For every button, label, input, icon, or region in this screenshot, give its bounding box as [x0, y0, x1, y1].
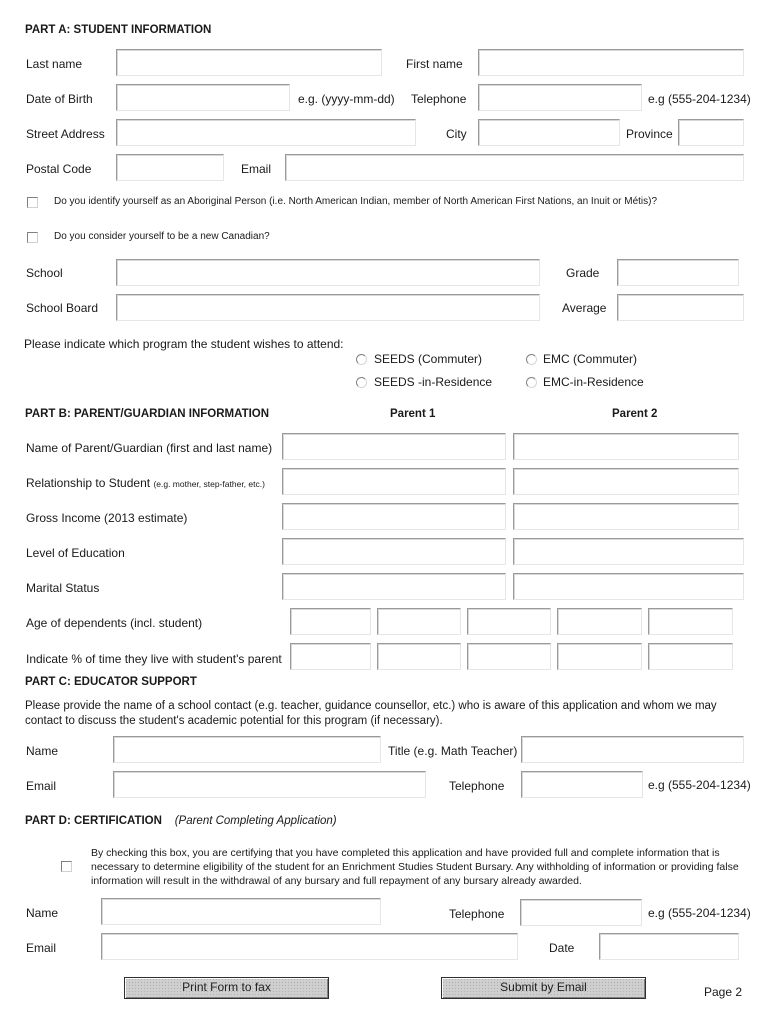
parent-1-header: Parent 1: [390, 408, 436, 420]
first-name-input[interactable]: [478, 49, 744, 76]
school-label: School: [26, 266, 63, 280]
province-label: Province: [626, 127, 673, 141]
part-d-heading: [25, 815, 337, 827]
parent2-education-input[interactable]: [513, 538, 744, 565]
dependent-age-input-3[interactable]: [467, 608, 551, 635]
telephone-hint: e.g (555-204-1234): [648, 92, 751, 106]
school-input[interactable]: [116, 259, 540, 286]
email-label: Email: [241, 162, 272, 176]
dependent-age-input-1[interactable]: [290, 608, 371, 635]
seeds-residence-radio[interactable]: [356, 377, 367, 388]
parent-2-header: Parent 2: [612, 408, 658, 420]
part-d-title: PART D: CERTIFICATION: [25, 815, 162, 827]
educator-name-input[interactable]: [113, 736, 381, 763]
marital-status-label: Marital Status: [26, 581, 100, 595]
dependent-age-input-4[interactable]: [557, 608, 642, 635]
time-percent-input-3[interactable]: [467, 643, 551, 670]
time-percent-input-5[interactable]: [648, 643, 733, 670]
educator-name-label: Name: [26, 744, 59, 758]
educator-email-input[interactable]: [113, 771, 426, 798]
emc-commuter-radio[interactable]: [526, 354, 537, 365]
dob-input[interactable]: [116, 84, 290, 111]
time-percent-input-4[interactable]: [557, 643, 642, 670]
education-label: Level of Education: [26, 546, 125, 560]
parent1-marital-input[interactable]: [282, 573, 506, 600]
educator-instructions: Please provide the name of a school contact (e.g. teacher, guidance counsellor, etc.) who is aware of this application and whom we may contact to discuss the student's academic potential for this program (if necessary).: [25, 700, 717, 727]
time-percent-label: Indicate % of time they live with student's parent: [26, 652, 282, 666]
parent2-relationship-input[interactable]: [513, 468, 739, 495]
new-canadian-checkbox[interactable]: [27, 232, 38, 243]
grade-label: Grade: [566, 266, 600, 280]
seeds-commuter-radio[interactable]: [356, 354, 367, 365]
parent-name-label: Name of Parent/Guardian (first and last name): [26, 441, 273, 455]
educator-telephone-input[interactable]: [521, 771, 643, 798]
certifying-telephone-hint: e.g (555-204-1234): [648, 906, 751, 920]
certification-text: By checking this box, you are certifying that you have completed this application and have provided full and complete information that is necessary to determine eligibility of the student for an Enrichment Studies Student Bursary. Any withholding of information or providing false information will result in the withdrawal of any bursary and full repayment of any bursary already awarded.: [91, 847, 739, 887]
educator-title-label: Title (e.g. Math Teacher): [388, 744, 518, 758]
email-input[interactable]: [285, 154, 744, 181]
time-percent-input-2[interactable]: [377, 643, 461, 670]
parent1-education-input[interactable]: [282, 538, 506, 565]
parent1-name-input[interactable]: [282, 433, 506, 460]
time-percent-input-1[interactable]: [290, 643, 371, 670]
emc-residence-label: EMC-in-Residence: [543, 375, 644, 389]
certifying-email-input[interactable]: [101, 933, 518, 960]
educator-telephone-label: Telephone: [449, 779, 505, 793]
last-name-input[interactable]: [116, 49, 382, 76]
date-label: Date: [549, 941, 575, 955]
last-name-label: Last name: [26, 57, 83, 71]
city-label: City: [446, 127, 467, 141]
dependent-age-input-2[interactable]: [377, 608, 461, 635]
seeds-commuter-label: SEEDS (Commuter): [374, 352, 483, 366]
new-canadian-question: Do you consider yourself to be a new Canadian?: [54, 231, 270, 242]
part-c-heading: PART C: EDUCATOR SUPPORT: [25, 676, 197, 688]
dependent-age-input-5[interactable]: [648, 608, 733, 635]
school-board-label: School Board: [26, 301, 99, 315]
postal-code-input[interactable]: [116, 154, 224, 181]
submit-email-button[interactable]: Submit by Email: [441, 977, 646, 999]
street-address-label: Street Address: [26, 127, 105, 141]
part-b-heading: PART B: PARENT/GUARDIAN INFORMATION: [25, 408, 270, 420]
program-prompt: Please indicate which program the student wishes to attend:: [24, 337, 344, 351]
province-input[interactable]: [678, 119, 744, 146]
parent2-marital-input[interactable]: [513, 573, 744, 600]
page-number: Page 2: [704, 985, 743, 999]
parent2-name-input[interactable]: [513, 433, 739, 460]
dependents-label: Age of dependents (incl. student): [26, 616, 203, 630]
print-form-button[interactable]: Print Form to fax: [124, 977, 329, 999]
first-name-label: First name: [406, 57, 463, 71]
parent-name-label-d: Name: [26, 906, 59, 920]
average-label: Average: [562, 301, 607, 315]
parent2-income-input[interactable]: [513, 503, 739, 530]
city-input[interactable]: [478, 119, 620, 146]
certifying-telephone-label: Telephone: [449, 907, 505, 921]
grade-input[interactable]: [617, 259, 739, 286]
seeds-residence-label: SEEDS -in-Residence: [374, 375, 493, 389]
part-a-heading: PART A: STUDENT INFORMATION: [25, 24, 212, 36]
postal-code-label: Postal Code: [26, 162, 92, 176]
relationship-text: Relationship to Student: [26, 476, 151, 490]
gross-income-label: Gross Income (2013 estimate): [26, 511, 188, 525]
telephone-label: Telephone: [411, 92, 467, 106]
certifying-telephone-input[interactable]: [520, 899, 642, 926]
emc-residence-radio[interactable]: [526, 377, 537, 388]
parent1-relationship-input[interactable]: [282, 468, 506, 495]
school-board-input[interactable]: [116, 294, 540, 321]
aboriginal-question: Do you identify yourself as an Aboriginal Person (i.e. North American Indian, member of North American First Nations, an Inuit or Métis)?: [54, 196, 658, 207]
aboriginal-checkbox[interactable]: [27, 197, 38, 208]
educator-telephone-hint: e.g (555-204-1234): [648, 778, 751, 792]
telephone-input[interactable]: [478, 84, 642, 111]
emc-commuter-label: EMC (Commuter): [543, 352, 638, 366]
educator-email-label: Email: [26, 779, 57, 793]
certification-checkbox[interactable]: [61, 861, 72, 872]
relationship-label: [26, 476, 265, 490]
date-input[interactable]: [599, 933, 739, 960]
dob-hint: e.g. (yyyy-mm-dd): [298, 92, 395, 106]
certifying-email-label: Email: [26, 941, 57, 955]
parent1-income-input[interactable]: [282, 503, 506, 530]
street-address-input[interactable]: [116, 119, 416, 146]
dob-label: Date of Birth: [26, 92, 93, 106]
educator-title-input[interactable]: [521, 736, 744, 763]
average-input[interactable]: [617, 294, 744, 321]
part-d-subheading: (Parent Completing Application): [174, 815, 337, 827]
relationship-hint: (e.g. mother, step-father, etc.): [153, 479, 265, 489]
certifying-parent-name-input[interactable]: [101, 898, 381, 925]
